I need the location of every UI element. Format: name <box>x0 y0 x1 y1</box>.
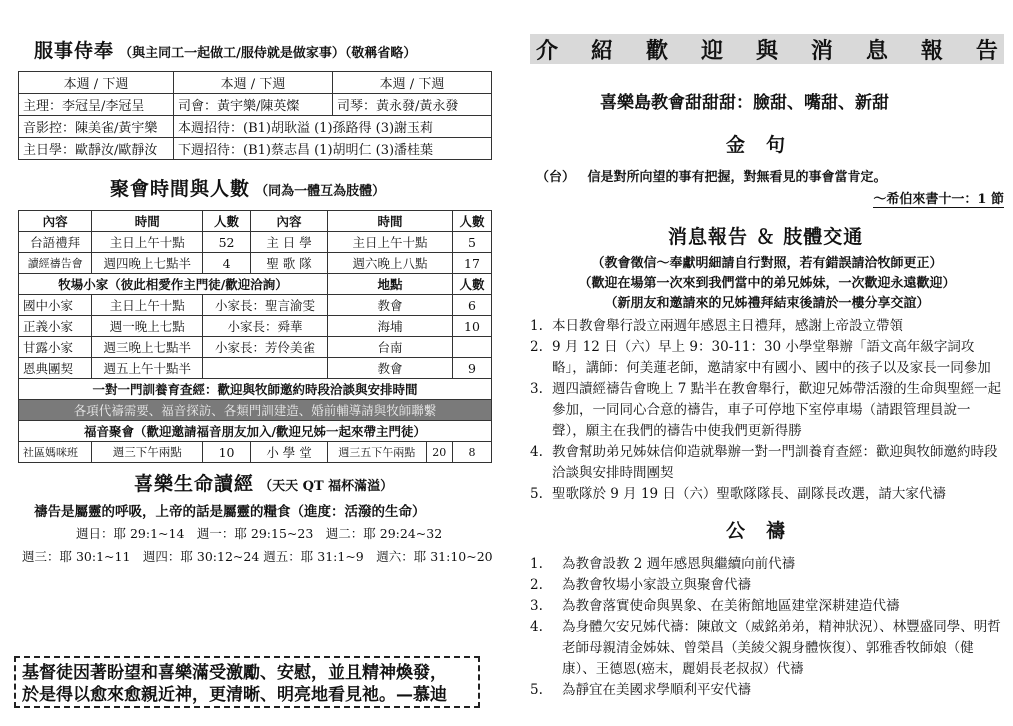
news-item-text: 聖歌隊於 9 月 19 日（六）聖歌隊隊長、副隊長改選，請大家代禱 <box>552 486 946 502</box>
verse-ref: ～希伯來書十一：1 節 <box>873 188 1004 208</box>
header-char: 與 <box>755 37 778 64</box>
meeting-heading <box>110 174 385 201</box>
prayer-item-num: 3. <box>530 598 543 614</box>
header-char: 告 <box>975 37 998 64</box>
prayer-item <box>530 554 1004 575</box>
serve-note: （與主同工一起做工/服侍就是做家事）（敬稱省略） <box>119 46 417 61</box>
news-item-text: 本日教會舉行設立兩週年感恩主日禮拜，感謝上帝設立帶領 <box>552 318 903 334</box>
group-cell: 9 <box>452 358 491 379</box>
news-note: （新朋友和邀請來的兄姊禮拜結束後請於一樓分享交誼） <box>604 296 930 311</box>
club-cell: 10 <box>203 442 251 463</box>
reading-line-2: 週三：耶 30:1~11 週四：耶 30:12~24 週五：耶 31:1~9 週六：耶 31:10~20 <box>22 549 493 564</box>
meeting-note: （同為一體互為肢體） <box>255 184 386 199</box>
news-item <box>530 337 1004 379</box>
news-item-text: 教會幫助弟兄姊妹信仰造就舉辦一對一門訓養育查經：歡迎與牧師邀約時段洽談與安排時間團契 <box>552 444 998 481</box>
group-cell: 國中小家 <box>19 295 92 316</box>
news-title: 消息報告 ＆ 肢體交通 <box>668 226 864 248</box>
serve-sunday-school: 主日學：歐靜汝/歐靜汝 <box>19 138 174 160</box>
prayer-item-text: 為教會落實使命與異象、在美術館地區建堂深耕建造代禱 <box>562 598 900 614</box>
verse-line <box>536 166 887 185</box>
news-item <box>530 379 1004 442</box>
left-column <box>14 0 494 726</box>
club-cell: 社區媽咪班 <box>19 442 92 463</box>
prayer-item-text: 為教會設教 2 週年感恩與繼續向前代禱 <box>562 556 796 572</box>
prayer-title: 公 禱 <box>726 520 787 542</box>
reading-title: 喜樂生命讀經 <box>134 473 255 495</box>
group-cell: 週一晚上七點 <box>92 316 203 337</box>
club-cell: 週三下午兩點 <box>92 442 203 463</box>
right-column <box>530 0 1004 726</box>
group-cell: 小家長：聖言渝雯 <box>203 295 328 316</box>
meeting-cell: 聖 歌 隊 <box>251 253 328 274</box>
news-note: （教會徵信～奉獻明細請自行對照，若有錯誤請洽牧師更正） <box>591 256 943 271</box>
header-char: 歡 <box>645 37 668 64</box>
group-cell: 10 <box>452 316 491 337</box>
serve-emcee: 司會：黃宇樂/陳英燦 <box>174 94 333 116</box>
serve-heading <box>34 36 416 63</box>
church-line: 喜樂島教會甜甜甜：臉甜、嘴甜、新甜 <box>600 93 889 113</box>
news-item <box>530 316 1004 337</box>
meeting-cell: 52 <box>203 232 251 253</box>
group-cell <box>452 337 491 358</box>
verse-text: 信是對所向望的事有把握，對無看見的事會當肯定。 <box>587 170 887 185</box>
meeting-cell: 主 日 學 <box>251 232 328 253</box>
prayer-item-text: 為靜宜在美國求學順利平安代禱 <box>562 682 751 698</box>
prayer-item-text: 為教會牧場小家設立與聚會代禱 <box>562 577 751 593</box>
news-item-num: 1. <box>530 318 543 334</box>
header-char: 息 <box>865 37 888 64</box>
meeting-cell: 4 <box>203 253 251 274</box>
meeting-cell: 5 <box>452 232 491 253</box>
meeting-cell: 主日上午十點 <box>92 232 203 253</box>
news-item-num: 3. <box>530 381 543 397</box>
news-item-num: 5. <box>530 486 543 502</box>
prayer-item <box>530 575 1004 596</box>
meeting-cell: 17 <box>452 253 491 274</box>
reading-note: （天天 QT 福杯滿溢） <box>259 479 394 494</box>
serve-host-next: 下週招待：(B1)蔡志昌 (1)胡明仁 (3)潘桂葉 <box>174 138 492 160</box>
header-char: 迎 <box>700 37 723 64</box>
news-item-num: 2. <box>530 339 543 355</box>
meeting-h-time: 時間 <box>92 211 203 232</box>
meeting-h-count2: 人數 <box>452 211 491 232</box>
serve-header-2: 本週 / 下週 <box>174 72 333 94</box>
news-notes <box>530 254 1004 314</box>
header-char: 消 <box>810 37 833 64</box>
group-cell: 小家長：芳伶美雀 <box>203 337 328 358</box>
club-cell: 20 <box>426 442 452 463</box>
quote-box <box>14 656 480 708</box>
prayer-item-num: 2. <box>530 577 543 593</box>
meeting-title: 聚會時間與人數 <box>110 178 251 200</box>
serve-av: 音影控：陳美雀/黃宇樂 <box>19 116 174 138</box>
club-cell: 小 學 堂 <box>251 442 328 463</box>
serve-leader: 主理：李冠呈/李冠呈 <box>19 94 174 116</box>
right-header-bar <box>530 34 1004 64</box>
news-item <box>530 442 1004 484</box>
contact-pastor-row: 各項代禱需要、福音探訪、各類門訓建造、婚前輔導請與牧師聯繫 <box>19 400 492 421</box>
meeting-cell: 台語禮拜 <box>19 232 92 253</box>
news-item <box>530 484 1004 505</box>
meeting-h-time2: 時間 <box>328 211 453 232</box>
meeting-cell: 週六晚上八點 <box>328 253 453 274</box>
club-cell: 週三五下午兩點 <box>328 442 427 463</box>
group-cell: 甘露小家 <box>19 337 92 358</box>
group-cell: 正義小家 <box>19 316 92 337</box>
group-cell: 小家長：舜華 <box>203 316 328 337</box>
serve-host-this: 本週招待：(B1)胡耿溢 (1)孫路得 (3)謝玉莉 <box>174 116 492 138</box>
news-item-text: 週四讀經禱告會晚上 7 點半在教會舉行，歡迎兄姊帶活潑的生命與聖經一起參加，一同同心合意的禱告，車子可停地下室停車場（請跟管理員說一聲），願主在我們的禱告中使我們更新得勝 <box>552 381 1002 439</box>
reading-heading <box>134 469 393 496</box>
prayer-item-num: 4. <box>530 619 543 635</box>
group-cell: 6 <box>452 295 491 316</box>
header-char: 紹 <box>590 37 613 64</box>
serve-header-3: 本週 / 下週 <box>333 72 492 94</box>
small-group-title: 牧場小家（彼此相愛作主門徒/歡迎洽詢） <box>19 274 328 295</box>
group-cell <box>203 358 328 379</box>
meeting-cell: 讀經禱告會 <box>19 253 92 274</box>
prayer-item-text: 為身體欠安兄姊代禱：陳啟文（威銘弟弟，精神狀況）、林豐盛同學、明哲老師母親清金姊妹、曾榮昌（美綾父親身體恢復）、郭雅香牧師娘（健康）、王德恩(癌末，麗娟長老叔叔）代禱 <box>562 619 1001 677</box>
serve-table <box>18 71 492 160</box>
reading-sub: 禱告是屬靈的呼吸，上帝的話是屬靈的糧食（進度：活潑的生命） <box>34 504 426 520</box>
reading-line-1: 週日：耶 29:1~14 週一：耶 29:15~23 週二：耶 29:24~32 <box>76 526 443 541</box>
meeting-cell: 主日上午十點 <box>328 232 453 253</box>
club-cell: 8 <box>452 442 491 463</box>
news-item-text: 9 月 12 日（六）早上 9：30-11：30 小學堂舉辦「語文高年級字詞攻略」，講師：何美蓮老師，邀請家中有國小、國中的孩子以及家長一同參加 <box>552 339 991 376</box>
header-char: 介 <box>536 37 559 64</box>
quote-line-2: 於是得以愈來愈親近神，更清晰、明亮地看見祂。—慕迪 <box>22 685 447 705</box>
prayer-item <box>530 680 1004 701</box>
news-list <box>530 316 1004 505</box>
mentor-row: 一對一門訓養育查經：歡迎與牧師邀約時段洽談與安排時間 <box>19 379 492 400</box>
prayer-item-num: 5. <box>530 682 543 698</box>
group-cell: 週五上午十點半 <box>92 358 203 379</box>
verse-tag: （台） <box>536 170 576 185</box>
meeting-cell: 週四晚上七點半 <box>92 253 203 274</box>
group-cell: 教會 <box>328 358 453 379</box>
meeting-h-content2: 內容 <box>251 211 328 232</box>
small-group-count: 人數 <box>452 274 491 295</box>
meeting-h-content: 內容 <box>19 211 92 232</box>
header-char: 報 <box>920 37 943 64</box>
gospel-row: 福音聚會（歡迎邀請福音朋友加入/歡迎兄姊一起來帶主門徒） <box>19 421 492 442</box>
serve-header-1: 本週 / 下週 <box>19 72 174 94</box>
meeting-table <box>18 210 492 463</box>
group-cell: 海埔 <box>328 316 453 337</box>
group-cell: 教會 <box>328 295 453 316</box>
small-group-loc: 地點 <box>328 274 453 295</box>
group-cell: 週三晚上七點半 <box>92 337 203 358</box>
golden-verse-title: 金 句 <box>726 134 787 156</box>
meeting-h-count: 人數 <box>203 211 251 232</box>
group-cell: 恩典團契 <box>19 358 92 379</box>
prayer-item <box>530 617 1004 680</box>
serve-title: 服事侍奉 <box>34 40 115 62</box>
quote-line-1: 基督徒因著盼望和喜樂滿受激勵、安慰，並且精神煥發， <box>22 663 447 683</box>
serve-pianist: 司琴：黃永發/黃永發 <box>333 94 492 116</box>
prayer-item-num: 1. <box>530 556 543 572</box>
news-item-num: 4. <box>530 444 543 460</box>
group-cell: 主日上午十點 <box>92 295 203 316</box>
news-note: （歡迎在場第一次來到我們當中的弟兄姊妹，一次歡迎永遠歡迎） <box>578 276 956 291</box>
group-cell: 台南 <box>328 337 453 358</box>
prayer-item <box>530 596 1004 617</box>
prayer-list <box>530 554 1004 701</box>
